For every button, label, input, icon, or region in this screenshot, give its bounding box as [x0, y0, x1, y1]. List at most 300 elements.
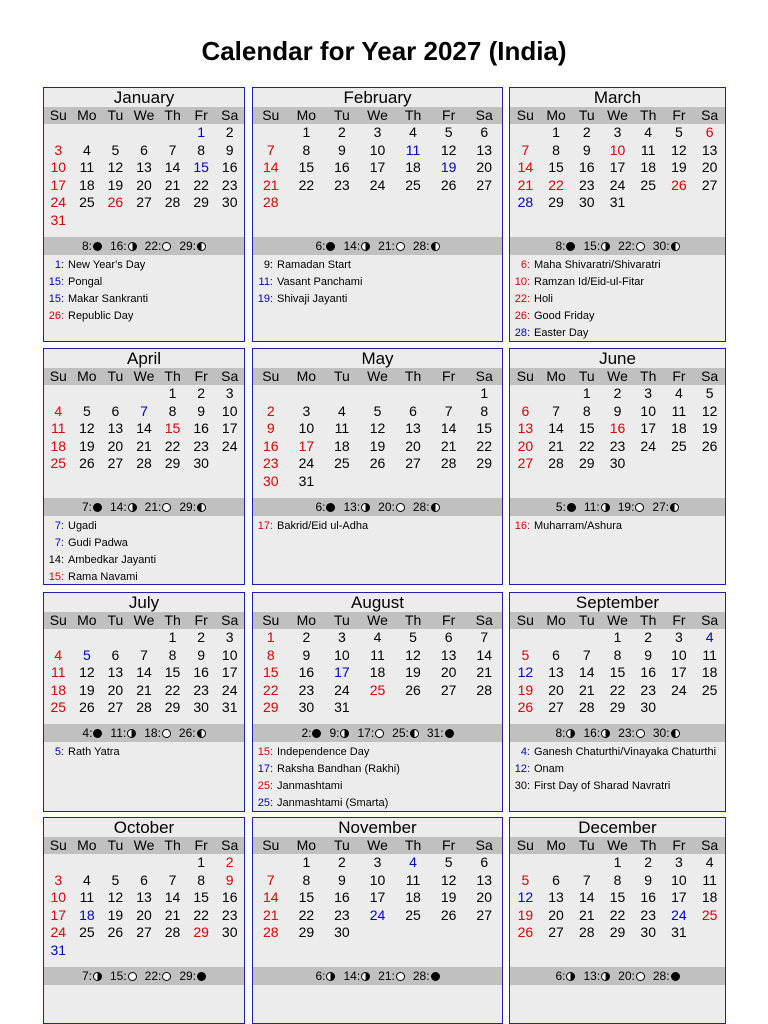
day-cell[interactable]: 11 [640, 141, 656, 158]
day-cell[interactable]: 9 [197, 646, 206, 663]
day-cell[interactable]: 5 [444, 124, 453, 140]
day-cell[interactable]: 23 [221, 906, 238, 923]
day-cell[interactable]: 24 [50, 194, 67, 211]
day-cell[interactable]: 2 [644, 854, 653, 870]
day-cell[interactable]: 11 [405, 871, 421, 888]
day-cell[interactable]: 22 [609, 906, 626, 923]
day-cell[interactable]: 10 [369, 141, 386, 158]
day-cell[interactable]: 31 [50, 941, 67, 958]
day-cell[interactable]: 27 [701, 176, 718, 193]
day-cell[interactable]: 8 [302, 141, 311, 158]
day-cell[interactable]: 4 [373, 629, 382, 645]
day-cell[interactable]: 10 [640, 402, 656, 419]
day-cell[interactable]: 9 [338, 871, 346, 888]
day-cell[interactable]: 30 [334, 924, 350, 941]
day-cell[interactable]: 1 [302, 124, 311, 140]
day-cell[interactable]: 30 [193, 455, 209, 472]
day-cell[interactable]: 29 [164, 699, 181, 716]
day-cell[interactable]: 28 [164, 194, 181, 211]
day-cell[interactable]: 19 [440, 889, 457, 906]
day-cell[interactable]: 10 [50, 889, 67, 906]
day-cell[interactable]: 29 [476, 455, 492, 472]
day-cell[interactable]: 4 [82, 141, 91, 158]
day-cell[interactable]: 28 [262, 924, 279, 941]
day-cell[interactable]: 27 [136, 194, 152, 211]
day-cell[interactable]: 20 [107, 437, 124, 454]
day-cell[interactable]: 16 [334, 889, 350, 906]
day-cell[interactable]: 10 [50, 159, 67, 176]
day-cell[interactable]: 4 [409, 124, 417, 140]
day-cell[interactable]: 15 [298, 159, 315, 176]
day-cell[interactable]: 15 [578, 420, 595, 437]
day-cell[interactable]: 31 [298, 472, 315, 489]
day-cell[interactable]: 24 [298, 455, 315, 472]
day-cell[interactable]: 30 [298, 699, 315, 716]
day-cell[interactable]: 3 [225, 385, 234, 401]
day-cell[interactable]: 4 [54, 402, 63, 419]
day-cell[interactable]: 10 [334, 646, 350, 663]
day-cell[interactable]: 16 [640, 664, 656, 681]
day-cell[interactable]: 15 [164, 664, 181, 681]
day-cell[interactable]: 1 [613, 854, 622, 870]
day-cell[interactable]: 17 [298, 437, 315, 454]
day-cell[interactable]: 2 [197, 385, 206, 401]
day-cell[interactable]: 1 [613, 629, 622, 645]
day-cell[interactable]: 12 [701, 402, 718, 419]
day-cell[interactable]: 17 [221, 420, 238, 437]
day-cell[interactable]: 4 [338, 402, 346, 419]
day-cell[interactable]: 25 [50, 455, 67, 472]
day-cell[interactable]: 22 [548, 176, 564, 193]
day-cell[interactable]: 23 [609, 437, 626, 454]
day-cell[interactable]: 19 [369, 437, 386, 454]
day-cell[interactable]: 20 [476, 159, 492, 176]
day-cell[interactable]: 11 [51, 420, 66, 437]
day-cell[interactable]: 6 [480, 124, 489, 140]
day-cell[interactable]: 12 [517, 889, 534, 906]
day-cell[interactable]: 18 [79, 176, 95, 193]
day-cell[interactable]: 29 [193, 924, 209, 941]
day-cell[interactable]: 30 [221, 924, 238, 941]
day-cell[interactable]: 28 [578, 699, 595, 716]
day-cell[interactable]: 25 [701, 681, 718, 698]
day-cell[interactable]: 29 [298, 924, 315, 941]
day-cell[interactable]: 23 [334, 906, 350, 923]
day-cell[interactable]: 26 [79, 699, 95, 716]
day-cell[interactable]: 24 [334, 681, 350, 698]
day-cell[interactable]: 14 [476, 646, 492, 663]
day-cell[interactable]: 15 [609, 889, 626, 906]
day-cell[interactable]: 19 [440, 159, 457, 176]
day-cell[interactable]: 8 [552, 141, 560, 158]
day-cell[interactable]: 5 [521, 871, 530, 888]
day-cell[interactable]: 31 [671, 924, 687, 941]
day-cell[interactable]: 15 [193, 159, 209, 176]
day-cell[interactable]: 11 [405, 141, 421, 158]
day-cell[interactable]: 6 [140, 141, 148, 158]
day-cell[interactable]: 25 [405, 176, 421, 193]
day-cell[interactable]: 11 [51, 664, 66, 681]
day-cell[interactable]: 24 [609, 176, 626, 193]
day-cell[interactable]: 19 [405, 664, 421, 681]
day-cell[interactable]: 12 [405, 646, 421, 663]
day-cell[interactable]: 5 [705, 385, 714, 401]
day-cell[interactable]: 19 [107, 176, 124, 193]
day-cell[interactable]: 5 [373, 402, 382, 419]
day-cell[interactable]: 25 [640, 176, 656, 193]
day-cell[interactable]: 2 [197, 629, 206, 645]
day-cell[interactable]: 11 [79, 159, 95, 176]
day-cell[interactable]: 3 [302, 402, 311, 419]
day-cell[interactable]: 9 [613, 402, 622, 419]
day-cell[interactable]: 22 [262, 681, 279, 698]
day-cell[interactable]: 22 [298, 176, 315, 193]
day-cell[interactable]: 24 [671, 906, 687, 923]
day-cell[interactable]: 18 [405, 159, 421, 176]
day-cell[interactable]: 17 [640, 420, 656, 437]
day-cell[interactable]: 7 [168, 141, 177, 158]
day-cell[interactable]: 20 [548, 681, 564, 698]
day-cell[interactable]: 8 [168, 646, 177, 663]
day-cell[interactable]: 25 [369, 681, 386, 698]
day-cell[interactable]: 9 [225, 141, 234, 158]
day-cell[interactable]: 16 [193, 420, 209, 437]
day-cell[interactable]: 18 [79, 906, 95, 923]
day-cell[interactable]: 20 [548, 906, 564, 923]
day-cell[interactable]: 23 [298, 681, 315, 698]
day-cell[interactable]: 19 [107, 906, 124, 923]
day-cell[interactable]: 6 [409, 402, 417, 419]
day-cell[interactable]: 14 [136, 664, 152, 681]
day-cell[interactable]: 10 [609, 141, 626, 158]
day-cell[interactable]: 28 [476, 681, 492, 698]
day-cell[interactable]: 26 [517, 924, 534, 941]
day-cell[interactable]: 8 [168, 402, 177, 419]
day-cell[interactable]: 10 [221, 646, 238, 663]
day-cell[interactable]: 12 [440, 141, 457, 158]
day-cell[interactable]: 15 [609, 664, 626, 681]
day-cell[interactable]: 12 [107, 159, 124, 176]
day-cell[interactable]: 26 [517, 699, 534, 716]
day-cell[interactable]: 22 [298, 906, 315, 923]
day-cell[interactable]: 23 [262, 455, 279, 472]
day-cell[interactable]: 7 [552, 402, 560, 419]
day-cell[interactable]: 16 [334, 159, 350, 176]
day-cell[interactable]: 28 [548, 455, 564, 472]
day-cell[interactable]: 22 [164, 681, 181, 698]
day-cell[interactable]: 21 [440, 437, 457, 454]
day-cell[interactable]: 13 [136, 159, 152, 176]
day-cell[interactable]: 21 [262, 906, 279, 923]
day-cell[interactable]: 5 [444, 854, 453, 870]
day-cell[interactable]: 13 [136, 889, 152, 906]
day-cell[interactable]: 15 [193, 889, 209, 906]
day-cell[interactable]: 2 [225, 124, 234, 140]
day-cell[interactable]: 25 [334, 455, 350, 472]
day-cell[interactable]: 3 [54, 141, 63, 158]
day-cell[interactable]: 9 [302, 646, 311, 663]
day-cell[interactable]: 8 [613, 871, 622, 888]
day-cell[interactable]: 26 [405, 681, 421, 698]
day-cell[interactable]: 9 [582, 141, 591, 158]
day-cell[interactable]: 14 [164, 889, 181, 906]
day-cell[interactable]: 20 [517, 437, 534, 454]
day-cell[interactable]: 30 [640, 924, 656, 941]
day-cell[interactable]: 11 [334, 420, 350, 437]
day-cell[interactable]: 12 [107, 889, 124, 906]
day-cell[interactable]: 1 [197, 124, 206, 140]
day-cell[interactable]: 9 [644, 871, 653, 888]
day-cell[interactable]: 15 [476, 420, 492, 437]
day-cell[interactable]: 12 [671, 141, 687, 158]
day-cell[interactable]: 19 [671, 159, 687, 176]
day-cell[interactable]: 1 [266, 629, 275, 645]
day-cell[interactable]: 22 [476, 437, 492, 454]
day-cell[interactable]: 21 [578, 681, 595, 698]
day-cell[interactable]: 16 [609, 420, 626, 437]
day-cell[interactable]: 29 [548, 194, 564, 211]
day-cell[interactable]: 26 [671, 176, 687, 193]
day-cell[interactable]: 29 [193, 194, 209, 211]
day-cell[interactable]: 8 [197, 871, 206, 888]
day-cell[interactable]: 13 [107, 664, 124, 681]
day-cell[interactable]: 16 [221, 889, 238, 906]
day-cell[interactable]: 3 [613, 124, 622, 140]
day-cell[interactable]: 5 [82, 402, 91, 419]
day-cell[interactable]: 19 [701, 420, 718, 437]
day-cell[interactable]: 12 [440, 871, 457, 888]
day-cell[interactable]: 4 [675, 385, 683, 401]
day-cell[interactable]: 13 [548, 664, 564, 681]
day-cell[interactable]: 24 [640, 437, 656, 454]
day-cell[interactable]: 5 [111, 871, 120, 888]
day-cell[interactable]: 10 [298, 420, 315, 437]
day-cell[interactable]: 27 [405, 455, 421, 472]
day-cell[interactable]: 3 [54, 871, 63, 888]
day-cell[interactable]: 25 [79, 924, 95, 941]
day-cell[interactable]: 14 [164, 159, 181, 176]
day-cell[interactable]: 17 [50, 176, 67, 193]
day-cell[interactable]: 7 [582, 871, 591, 888]
day-cell[interactable]: 13 [476, 141, 492, 158]
day-cell[interactable]: 15 [262, 664, 279, 681]
day-cell[interactable]: 18 [50, 681, 67, 698]
day-cell[interactable]: 20 [476, 889, 492, 906]
day-cell[interactable]: 5 [675, 124, 683, 140]
day-cell[interactable]: 27 [107, 455, 124, 472]
day-cell[interactable]: 3 [338, 629, 346, 645]
day-cell[interactable]: 3 [225, 629, 234, 645]
day-cell[interactable]: 8 [302, 871, 311, 888]
day-cell[interactable]: 6 [552, 646, 560, 663]
day-cell[interactable]: 31 [50, 211, 67, 228]
day-cell[interactable]: 29 [578, 455, 595, 472]
day-cell[interactable]: 20 [107, 681, 124, 698]
day-cell[interactable]: 26 [107, 194, 124, 211]
day-cell[interactable]: 15 [298, 889, 315, 906]
day-cell[interactable]: 6 [111, 646, 120, 663]
day-cell[interactable]: 23 [193, 437, 209, 454]
day-cell[interactable]: 6 [480, 854, 489, 870]
day-cell[interactable]: 7 [266, 141, 275, 158]
day-cell[interactable]: 12 [369, 420, 386, 437]
day-cell[interactable]: 29 [164, 455, 181, 472]
day-cell[interactable]: 10 [671, 871, 687, 888]
day-cell[interactable]: 14 [262, 159, 279, 176]
day-cell[interactable]: 21 [164, 176, 181, 193]
day-cell[interactable]: 28 [136, 455, 152, 472]
day-cell[interactable]: 16 [262, 437, 279, 454]
day-cell[interactable]: 29 [609, 699, 626, 716]
day-cell[interactable]: 4 [54, 646, 63, 663]
day-cell[interactable]: 19 [517, 681, 534, 698]
day-cell[interactable]: 12 [79, 664, 95, 681]
day-cell[interactable]: 18 [701, 664, 718, 681]
day-cell[interactable]: 10 [671, 646, 687, 663]
day-cell[interactable]: 2 [225, 854, 234, 870]
day-cell[interactable]: 7 [168, 871, 177, 888]
day-cell[interactable]: 8 [480, 402, 489, 419]
day-cell[interactable]: 16 [578, 159, 595, 176]
day-cell[interactable]: 29 [609, 924, 626, 941]
day-cell[interactable]: 16 [640, 889, 656, 906]
day-cell[interactable]: 13 [476, 871, 492, 888]
day-cell[interactable]: 30 [262, 472, 279, 489]
day-cell[interactable]: 21 [164, 906, 181, 923]
day-cell[interactable]: 18 [701, 889, 718, 906]
day-cell[interactable]: 31 [609, 194, 626, 211]
day-cell[interactable]: 22 [193, 906, 209, 923]
day-cell[interactable]: 27 [476, 176, 492, 193]
day-cell[interactable]: 2 [302, 629, 311, 645]
day-cell[interactable]: 4 [644, 124, 653, 140]
day-cell[interactable]: 22 [609, 681, 626, 698]
day-cell[interactable]: 15 [164, 420, 181, 437]
day-cell[interactable]: 6 [521, 402, 530, 419]
day-cell[interactable]: 18 [405, 889, 421, 906]
day-cell[interactable]: 16 [193, 664, 209, 681]
day-cell[interactable]: 10 [369, 871, 386, 888]
day-cell[interactable]: 19 [79, 437, 95, 454]
day-cell[interactable]: 18 [640, 159, 656, 176]
day-cell[interactable]: 4 [82, 871, 91, 888]
day-cell[interactable]: 22 [578, 437, 595, 454]
day-cell[interactable]: 6 [444, 629, 453, 645]
day-cell[interactable]: 27 [548, 924, 564, 941]
day-cell[interactable]: 26 [369, 455, 386, 472]
day-cell[interactable]: 6 [111, 402, 120, 419]
day-cell[interactable]: 12 [517, 664, 534, 681]
day-cell[interactable]: 5 [111, 141, 120, 158]
day-cell[interactable]: 13 [517, 420, 534, 437]
day-cell[interactable]: 28 [578, 924, 595, 941]
day-cell[interactable]: 23 [578, 176, 595, 193]
day-cell[interactable]: 17 [609, 159, 626, 176]
day-cell[interactable]: 1 [197, 854, 206, 870]
day-cell[interactable]: 4 [409, 854, 417, 870]
day-cell[interactable]: 25 [50, 699, 67, 716]
day-cell[interactable]: 2 [338, 124, 346, 140]
day-cell[interactable]: 11 [702, 871, 717, 888]
day-cell[interactable]: 27 [517, 455, 534, 472]
day-cell[interactable]: 17 [671, 664, 687, 681]
day-cell[interactable]: 2 [613, 385, 622, 401]
day-cell[interactable]: 7 [140, 402, 148, 419]
day-cell[interactable]: 21 [578, 906, 595, 923]
day-cell[interactable]: 17 [221, 664, 238, 681]
day-cell[interactable]: 28 [136, 699, 152, 716]
day-cell[interactable]: 14 [517, 159, 534, 176]
day-cell[interactable]: 18 [50, 437, 67, 454]
day-cell[interactable]: 26 [440, 176, 457, 193]
day-cell[interactable]: 11 [702, 646, 717, 663]
day-cell[interactable]: 17 [671, 889, 687, 906]
day-cell[interactable]: 13 [107, 420, 124, 437]
day-cell[interactable]: 1 [168, 385, 177, 401]
day-cell[interactable]: 28 [164, 924, 181, 941]
day-cell[interactable]: 23 [334, 176, 350, 193]
day-cell[interactable]: 3 [675, 629, 683, 645]
day-cell[interactable]: 24 [369, 906, 386, 923]
day-cell[interactable]: 17 [334, 664, 350, 681]
day-cell[interactable]: 5 [409, 629, 417, 645]
day-cell[interactable]: 27 [136, 924, 152, 941]
day-cell[interactable]: 14 [578, 664, 595, 681]
day-cell[interactable]: 4 [705, 629, 714, 645]
day-cell[interactable]: 21 [476, 664, 492, 681]
day-cell[interactable]: 15 [548, 159, 564, 176]
day-cell[interactable]: 23 [640, 681, 656, 698]
day-cell[interactable]: 19 [517, 906, 534, 923]
day-cell[interactable]: 24 [369, 176, 386, 193]
day-cell[interactable]: 11 [79, 889, 95, 906]
day-cell[interactable]: 23 [193, 681, 209, 698]
day-cell[interactable]: 18 [369, 664, 386, 681]
day-cell[interactable]: 1 [168, 629, 177, 645]
day-cell[interactable]: 24 [221, 681, 238, 698]
day-cell[interactable]: 16 [298, 664, 315, 681]
day-cell[interactable]: 2 [266, 402, 275, 419]
day-cell[interactable]: 21 [262, 176, 279, 193]
day-cell[interactable]: 28 [262, 194, 279, 211]
day-cell[interactable]: 26 [440, 906, 457, 923]
day-cell[interactable]: 3 [675, 854, 683, 870]
day-cell[interactable]: 14 [548, 420, 564, 437]
day-cell[interactable]: 22 [164, 437, 181, 454]
day-cell[interactable]: 27 [548, 699, 564, 716]
day-cell[interactable]: 21 [136, 681, 152, 698]
day-cell[interactable]: 7 [521, 141, 530, 158]
day-cell[interactable]: 4 [705, 854, 714, 870]
day-cell[interactable]: 7 [480, 629, 489, 645]
day-cell[interactable]: 13 [440, 646, 457, 663]
day-cell[interactable]: 1 [582, 385, 591, 401]
day-cell[interactable]: 13 [405, 420, 421, 437]
day-cell[interactable]: 25 [79, 194, 95, 211]
day-cell[interactable]: 25 [671, 437, 687, 454]
day-cell[interactable]: 3 [373, 854, 382, 870]
day-cell[interactable]: 1 [552, 124, 560, 140]
day-cell[interactable]: 9 [338, 141, 346, 158]
day-cell[interactable]: 27 [476, 906, 492, 923]
day-cell[interactable]: 18 [334, 437, 350, 454]
day-cell[interactable]: 20 [440, 664, 457, 681]
day-cell[interactable]: 24 [221, 437, 238, 454]
day-cell[interactable]: 27 [107, 699, 124, 716]
day-cell[interactable]: 8 [582, 402, 591, 419]
day-cell[interactable]: 6 [552, 871, 560, 888]
day-cell[interactable]: 31 [221, 699, 238, 716]
